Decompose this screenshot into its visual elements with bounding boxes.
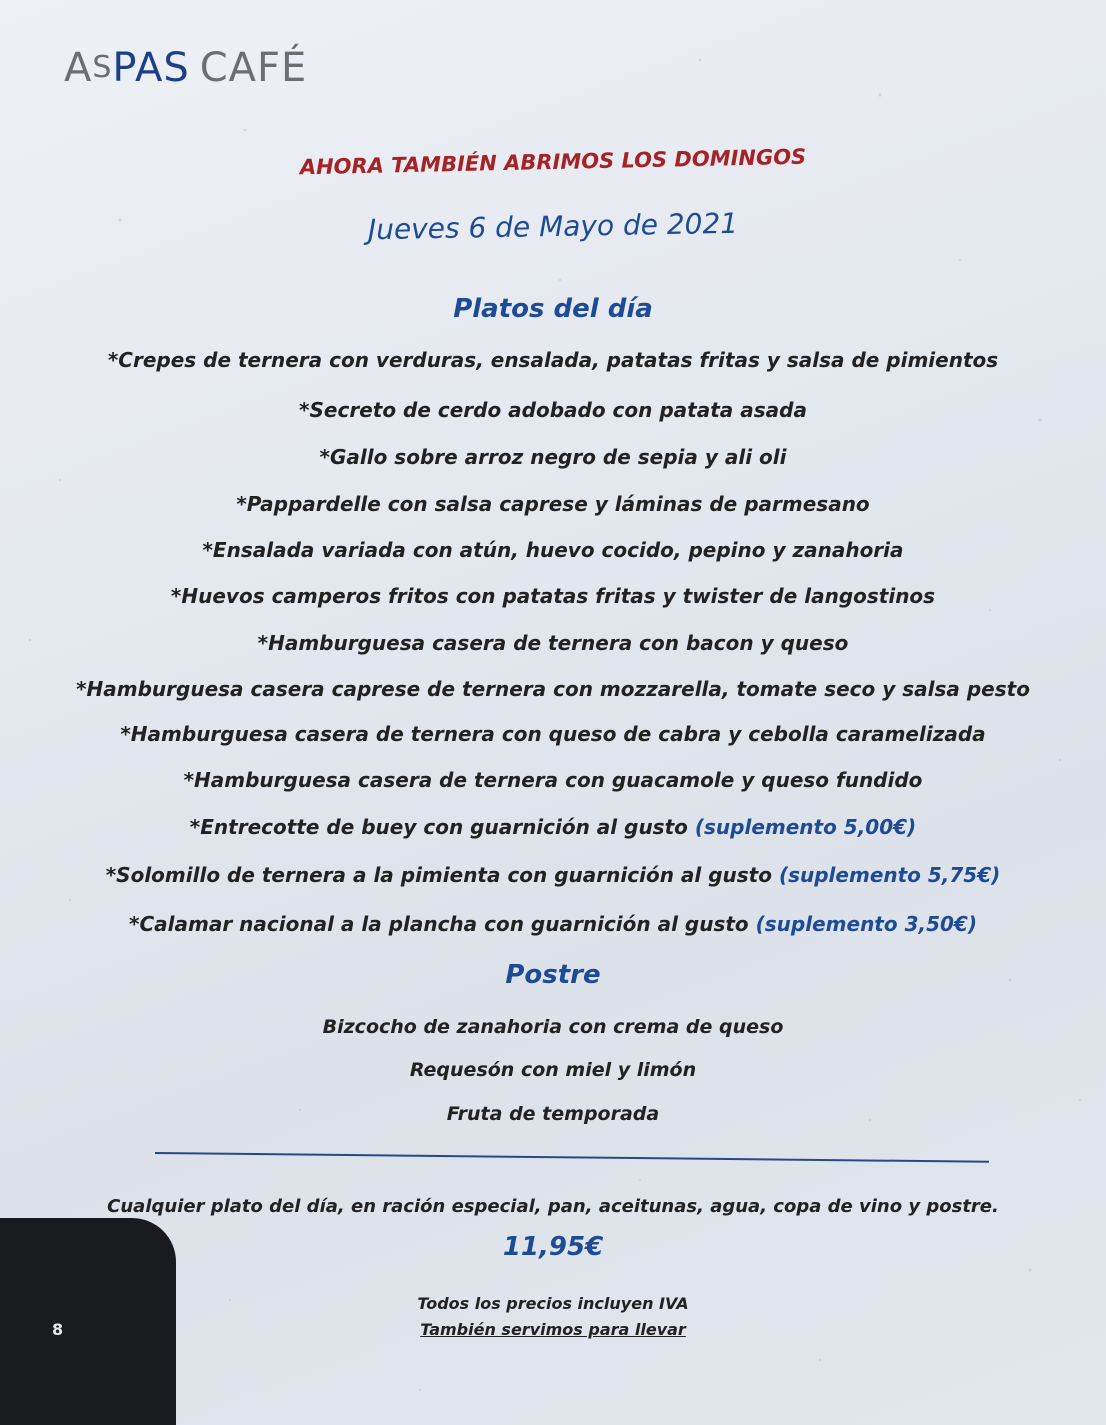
thumb-mark: 8 (52, 1320, 64, 1339)
dish-item: *Calamar nacional a la plancha con guarnición al gusto (suplemento 3,50€) (129, 912, 977, 936)
platos-title: Platos del día (453, 294, 653, 324)
menu-description: Cualquier plato del día, en ración especial, pan, aceitunas, agua, copa de vino y postre. (107, 1196, 999, 1217)
dessert-item: Bizcocho de zanahoria con crema de queso (322, 1016, 784, 1038)
dish-item: *Secreto de cerdo adobado con patata asada (299, 398, 807, 422)
dish-item: *Hamburguesa casera de ternera con guacamole y queso fundido (183, 768, 923, 792)
dish-item: *Solomillo de ternera a la pimienta con guarnición al gusto (suplemento 5,75€) (105, 863, 1001, 887)
cafe-logo (64, 45, 308, 91)
dish-item: *Pappardelle con salsa caprese y láminas de parmesano (236, 492, 870, 516)
menu-price: 11,95€ (502, 1232, 604, 1262)
logo-letter-s: S (92, 50, 113, 85)
takeaway-note: También servimos para llevar (420, 1320, 686, 1339)
logo-pas: PAS (112, 45, 190, 91)
dish-item: *Entrecotte de buey con guarnición al gusto (suplemento 5,00€) (189, 815, 917, 839)
opening-announcement: AHORA TAMBIÉN ABRIMOS LOS DOMINGOS (299, 144, 807, 180)
logo-cafe: CAFÉ (199, 45, 308, 91)
dish-item: *Crepes de ternera con verduras, ensalada, patatas fritas y salsa de pimientos (107, 348, 999, 372)
logo-letter-a: A (64, 45, 93, 91)
dessert-item: Fruta de temporada (446, 1103, 660, 1125)
dish-item: *Gallo sobre arroz negro de sepia y ali oli (319, 445, 787, 469)
thumb-shadow (0, 1218, 176, 1425)
dish-item: *Huevos camperos fritos con patatas fritas y twister de langostinos (170, 584, 936, 608)
dish-item: *Ensalada variada con atún, huevo cocido, pepino y zanahoria (202, 538, 904, 562)
dessert-item: Requesón con miel y limón (409, 1059, 697, 1081)
vat-note: Todos los precios incluyen IVA (417, 1294, 689, 1313)
divider-line (155, 1152, 989, 1163)
menu-date: Jueves 6 de Mayo de 2021 (367, 206, 739, 247)
dish-item: *Hamburguesa casera caprese de ternera con mozzarella, tomate seco y salsa pesto (76, 677, 1030, 701)
dish-item: *Hamburguesa casera de ternera con queso de cabra y cebolla caramelizada (120, 722, 986, 746)
dish-item: *Hamburguesa casera de ternera con bacon y queso (257, 631, 849, 655)
postre-title: Postre (505, 960, 601, 990)
